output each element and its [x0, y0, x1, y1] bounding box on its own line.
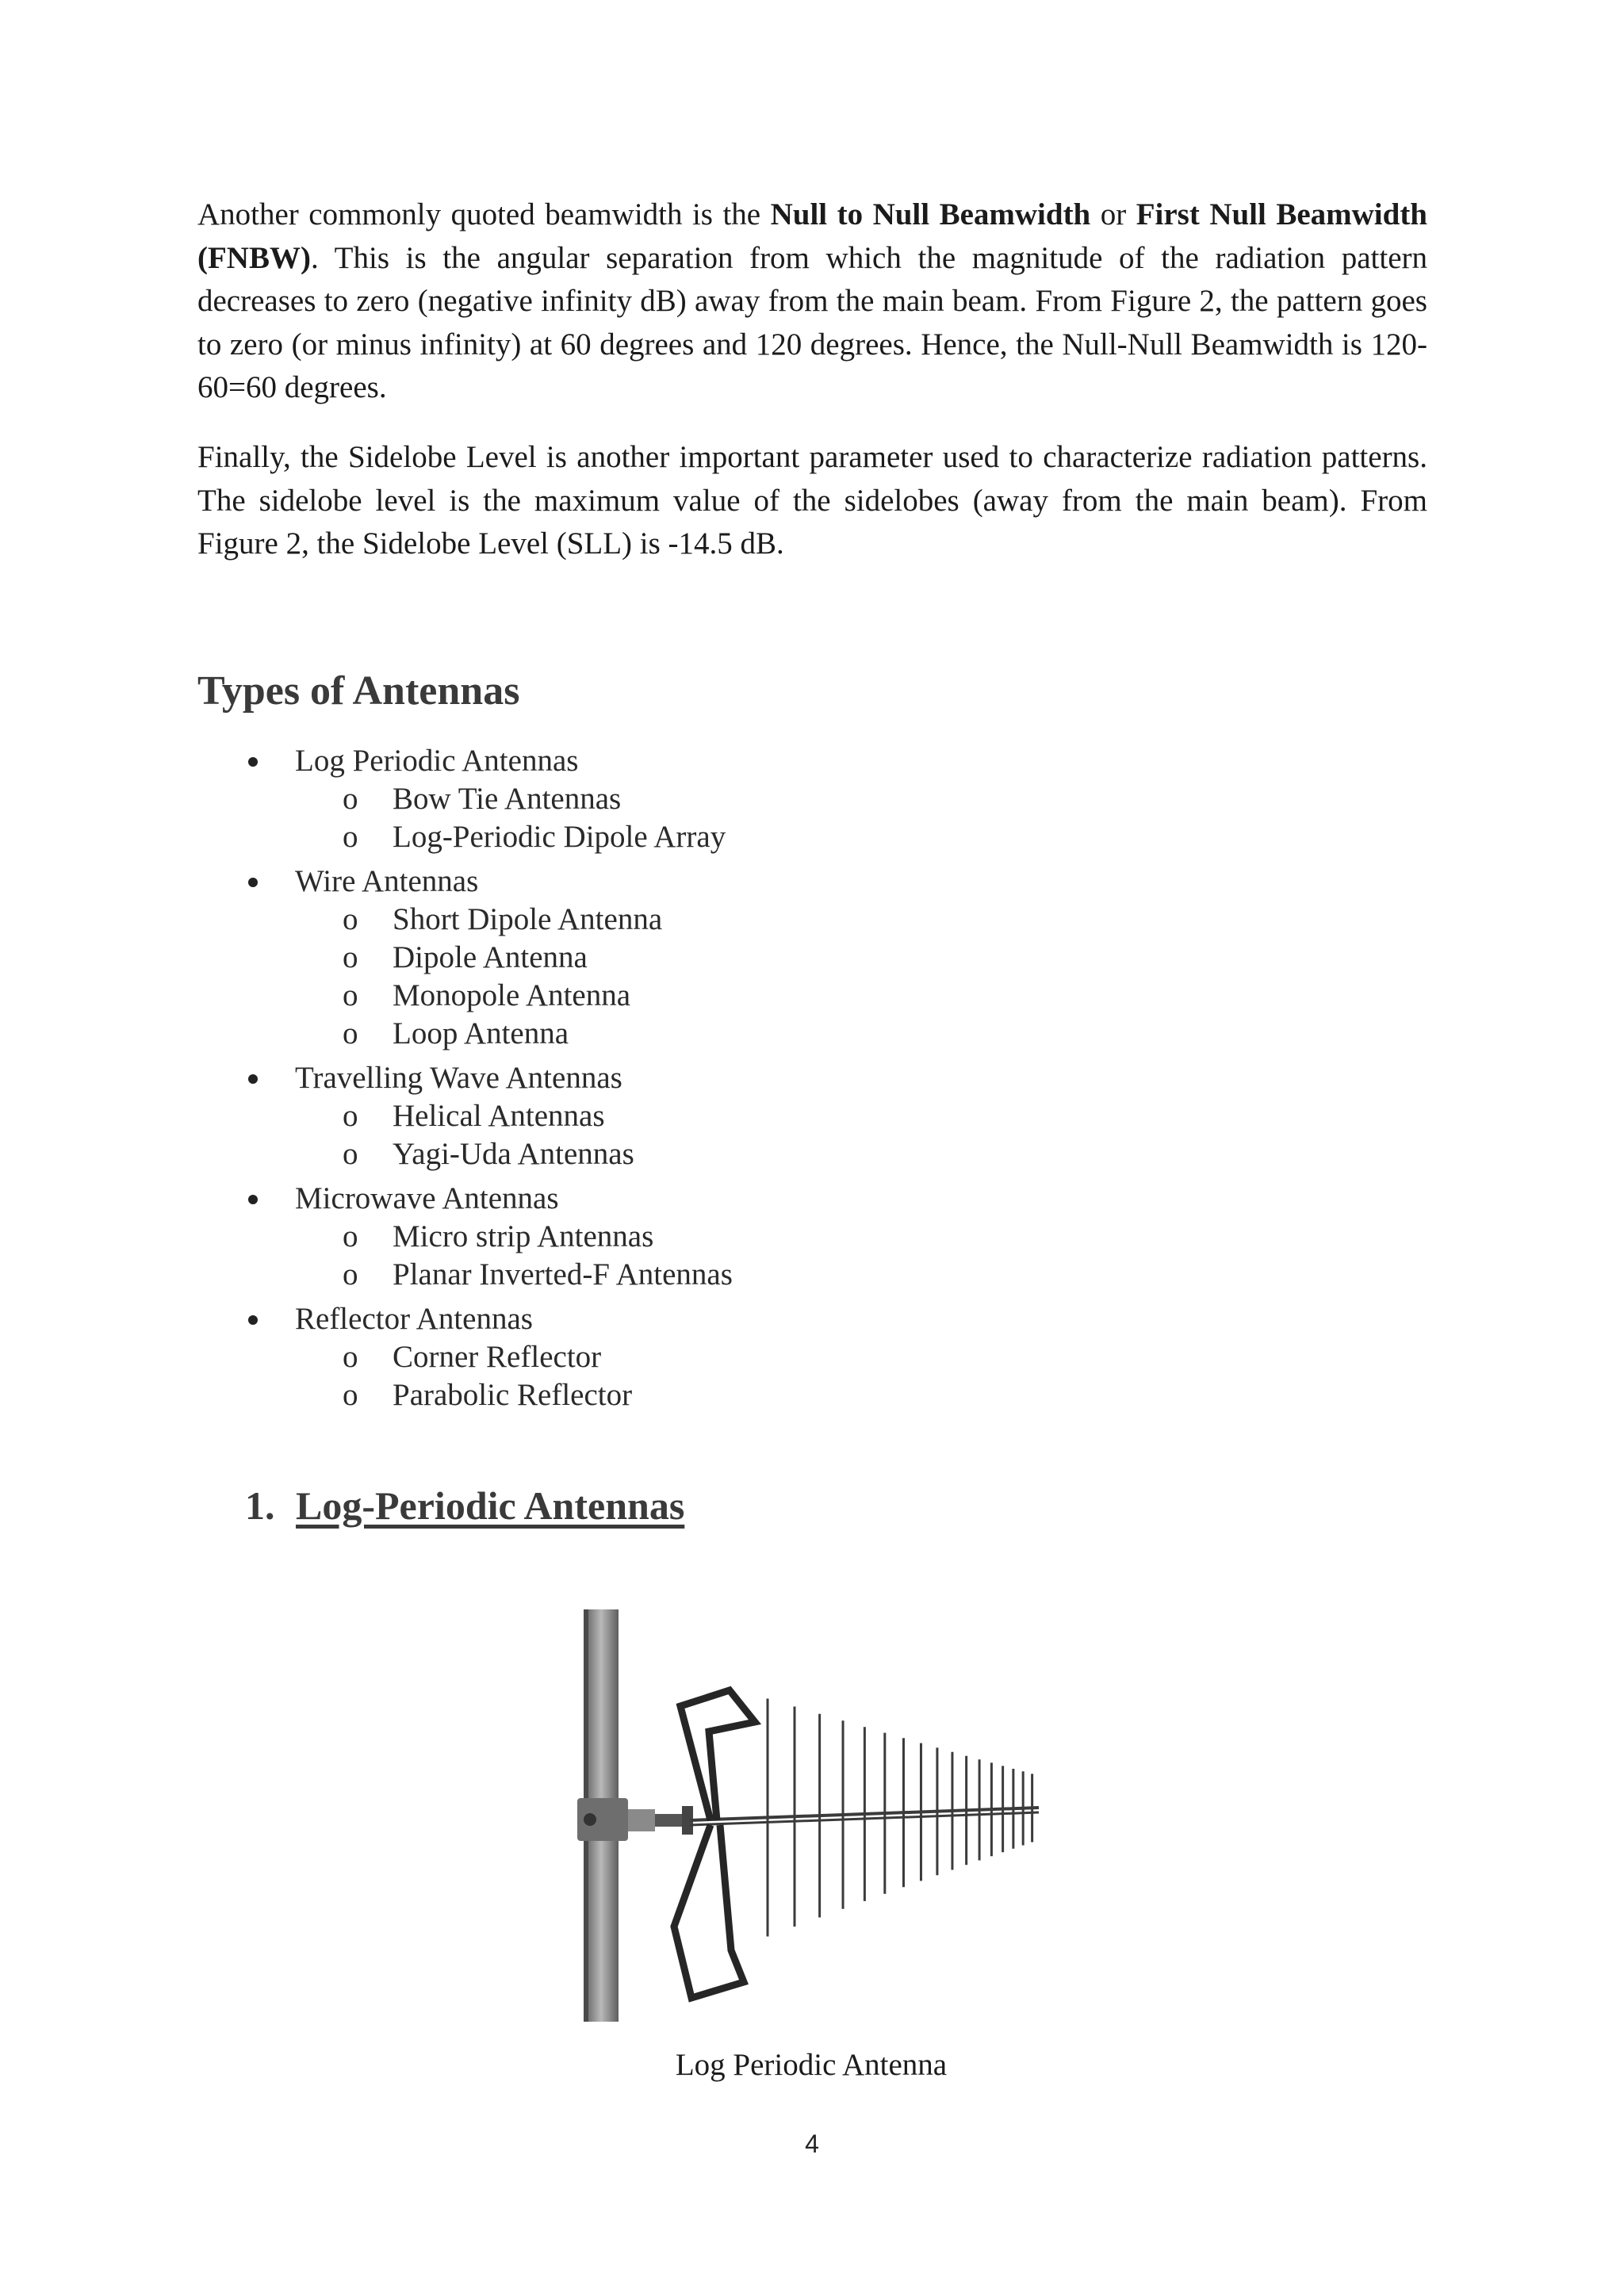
- sub-list-item-label: Log-Periodic Dipole Array: [393, 820, 726, 854]
- page-number: 4: [805, 2130, 819, 2158]
- sub-list-item: [0, 939, 1624, 977]
- bullet-icon: [248, 757, 258, 767]
- sub-list-item: [0, 780, 1624, 818]
- sub-bullet-marker: o: [343, 1016, 358, 1050]
- bold-term-null-to-null: Null to Null Beamwidth: [770, 197, 1091, 232]
- sub-bullet-marker: o: [343, 820, 358, 854]
- sub-list-item: [0, 1097, 1624, 1135]
- paragraph-fnbw: [197, 193, 1427, 410]
- sub-bullet-marker: o: [343, 1137, 358, 1171]
- bow-tie-element-upper: [680, 1690, 755, 1820]
- sub-list-item: [0, 1015, 1624, 1053]
- sub-bullet-marker: o: [343, 940, 358, 974]
- paragraph-text: or: [1090, 197, 1136, 232]
- figure-caption: [0, 2047, 1624, 2083]
- sub-list-item: [0, 901, 1624, 939]
- sub-list-item-label: Dipole Antenna: [393, 940, 588, 974]
- bullet-icon: [248, 1074, 258, 1084]
- antenna-types-list: [0, 742, 1624, 1414]
- list-item-label: Microwave Antennas: [295, 1181, 559, 1215]
- list-item-label: Reflector Antennas: [295, 1302, 533, 1336]
- paragraph-sidelobe-level: Finally, the Sidelobe Level is another important parameter used to characterize radiation patterns. The sidelobe level is the maximum value of the sidelobes (away from the main beam). From Figure 2, the Sidelobe Level (SLL) is -14.5 dB.: [197, 440, 1427, 561]
- sub-bullet-marker: o: [343, 1340, 358, 1374]
- paragraph-text: Another commonly quoted beamwidth is the: [197, 197, 771, 232]
- sub-bullet-marker: o: [343, 1099, 358, 1133]
- bullet-icon: [248, 878, 258, 887]
- list-item: [0, 1059, 1624, 1097]
- sub-list-item: [0, 818, 1624, 856]
- bullet-icon: [248, 1195, 258, 1204]
- sub-list-item-label: Bow Tie Antennas: [393, 782, 622, 816]
- sub-list-item-label: Loop Antenna: [393, 1016, 569, 1050]
- sub-list-item-label: Planar Inverted-F Antennas: [393, 1257, 733, 1292]
- log-periodic-antenna-image: [555, 1601, 1078, 2022]
- sub-bullet-marker: o: [343, 978, 358, 1012]
- sub-list-item: [0, 1338, 1624, 1376]
- sub-list-item-label: Micro strip Antennas: [393, 1219, 654, 1253]
- sub-list-item: [0, 1256, 1624, 1294]
- list-item: [0, 742, 1624, 780]
- list-item-label: Log Periodic Antennas: [295, 744, 579, 778]
- sub-list-item: [0, 1218, 1624, 1256]
- sub-bullet-marker: o: [343, 782, 358, 816]
- sub-bullet-marker: o: [343, 1378, 358, 1412]
- sub-list-item-label: Corner Reflector: [393, 1340, 602, 1374]
- list-item: [0, 1300, 1624, 1338]
- list-item-label: Wire Antennas: [295, 864, 479, 898]
- sub-list-item-label: Parabolic Reflector: [393, 1378, 633, 1412]
- section-number: 1.: [245, 1483, 275, 1528]
- sub-list-item: [0, 977, 1624, 1015]
- sub-list-item: [0, 1135, 1624, 1173]
- bullet-icon: [248, 1315, 258, 1325]
- section-title: Log-Periodic Antennas: [296, 1483, 685, 1528]
- list-item: [0, 1180, 1624, 1218]
- paragraph-text: . This is the angular separation from which the magnitude of the radiation pattern decreases to zero (negative infinity dB) away from the main beam. From Figure 2, the pattern goes to zero (or minus infinity) at 60 degrees and 120 degrees. Hence, the Null-Null Beamwidth is 120-60=60 degrees.: [197, 240, 1427, 404]
- section-heading: [245, 1483, 684, 1529]
- types-of-antennas-heading: Types of Antennas: [197, 668, 520, 714]
- sub-bullet-marker: o: [343, 1257, 358, 1292]
- figure-caption-text: Log Periodic Antenna: [675, 2048, 948, 2082]
- list-item-label: Travelling Wave Antennas: [295, 1061, 622, 1095]
- sub-list-item: [0, 1376, 1624, 1414]
- sub-bullet-marker: o: [343, 1219, 358, 1253]
- sub-list-item-label: Helical Antennas: [393, 1099, 605, 1133]
- sub-list-item-label: Yagi-Uda Antennas: [393, 1137, 634, 1171]
- sub-list-item-label: Monopole Antenna: [393, 978, 631, 1012]
- sub-list-item-label: Short Dipole Antenna: [393, 902, 663, 936]
- bold-term-fnbw: First Null Beamwidth (FNBW): [197, 197, 1427, 275]
- sub-bullet-marker: o: [343, 902, 358, 936]
- list-item: [0, 863, 1624, 901]
- bow-tie-element-lower: [674, 1825, 744, 1998]
